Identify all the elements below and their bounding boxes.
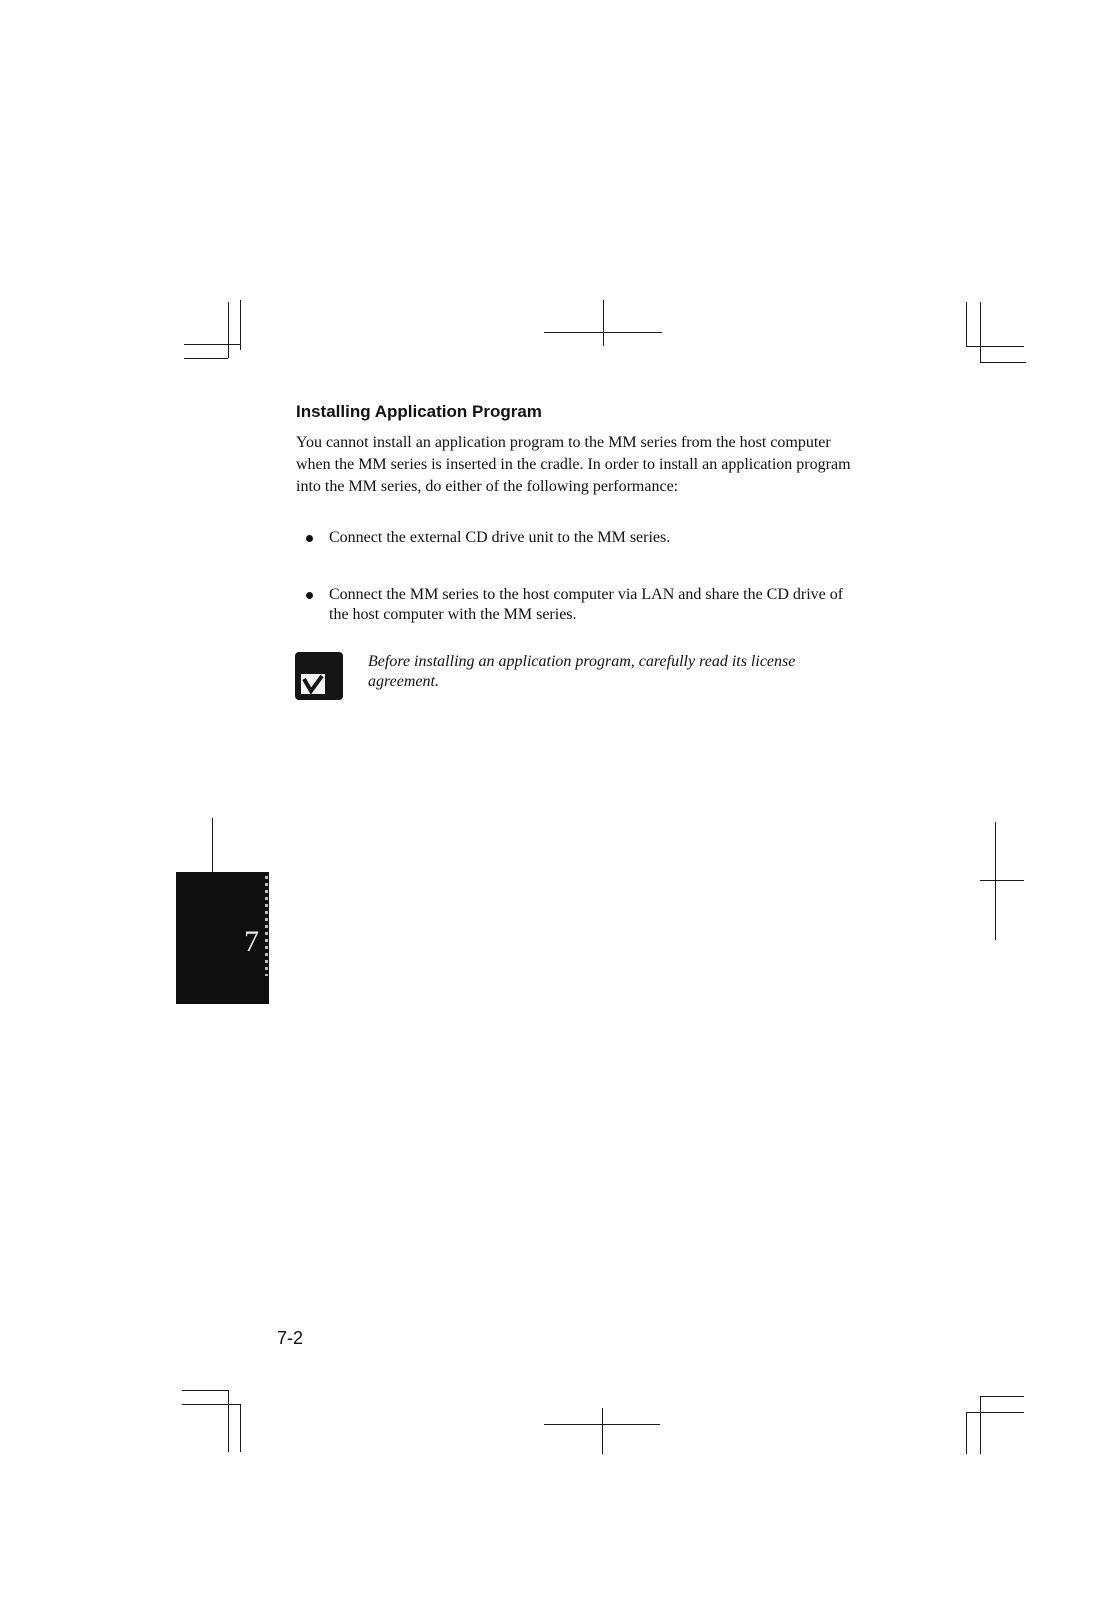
crop-mark-line <box>966 302 967 346</box>
note-text <box>368 652 888 692</box>
intro-paragraph <box>296 432 916 498</box>
crop-mark-line <box>240 1404 241 1452</box>
bullet-line: Connect the external CD drive unit to the MM series. <box>329 529 671 546</box>
crop-mark-line <box>184 344 240 345</box>
crop-mark-line <box>603 300 604 346</box>
crop-mark-line <box>212 818 213 878</box>
crop-mark-line <box>544 332 662 333</box>
section-heading: Installing Application Program <box>296 402 542 421</box>
note-line: Before installing an application program, carefully read its license <box>368 653 796 670</box>
check-icon <box>301 674 325 694</box>
crop-mark-line <box>544 1424 660 1425</box>
bullet-text <box>329 585 909 625</box>
bullet-icon <box>306 535 313 542</box>
crop-mark-line <box>182 1390 228 1391</box>
chapter-tab-edge <box>265 876 268 976</box>
note-line: agreement. <box>368 673 439 690</box>
intro-line: into the MM series, do either of the following performance: <box>296 478 679 495</box>
bullet-text <box>329 528 909 548</box>
crop-mark-line <box>980 880 1024 881</box>
crop-mark-line <box>980 362 1026 363</box>
checkmark-note-icon <box>295 652 343 700</box>
intro-line: You cannot install an application program to the MM series from the host computer <box>296 434 831 451</box>
crop-mark-line <box>228 1390 229 1452</box>
crop-mark-line <box>182 1404 240 1405</box>
crop-mark-line <box>980 1396 981 1454</box>
bullet-icon <box>306 592 313 599</box>
crop-mark-line <box>184 358 228 359</box>
chapter-number: 7 <box>244 925 259 958</box>
crop-mark-line <box>980 302 981 362</box>
crop-mark-line <box>966 1412 1024 1413</box>
crop-mark-line <box>228 302 229 358</box>
crop-mark-line <box>966 346 1024 347</box>
crop-mark-line <box>995 822 996 940</box>
crop-mark-line <box>602 1408 603 1454</box>
crop-mark-line <box>980 1396 1024 1397</box>
bullet-line: Connect the MM series to the host computer via LAN and share the CD drive of <box>329 586 844 603</box>
page-number: 7-2 <box>277 1328 304 1348</box>
crop-mark-line <box>966 1412 967 1454</box>
crop-mark-line <box>240 300 241 350</box>
intro-line: when the MM series is inserted in the cradle. In order to install an application program <box>296 456 851 473</box>
bullet-line: the host computer with the MM series. <box>329 606 577 623</box>
